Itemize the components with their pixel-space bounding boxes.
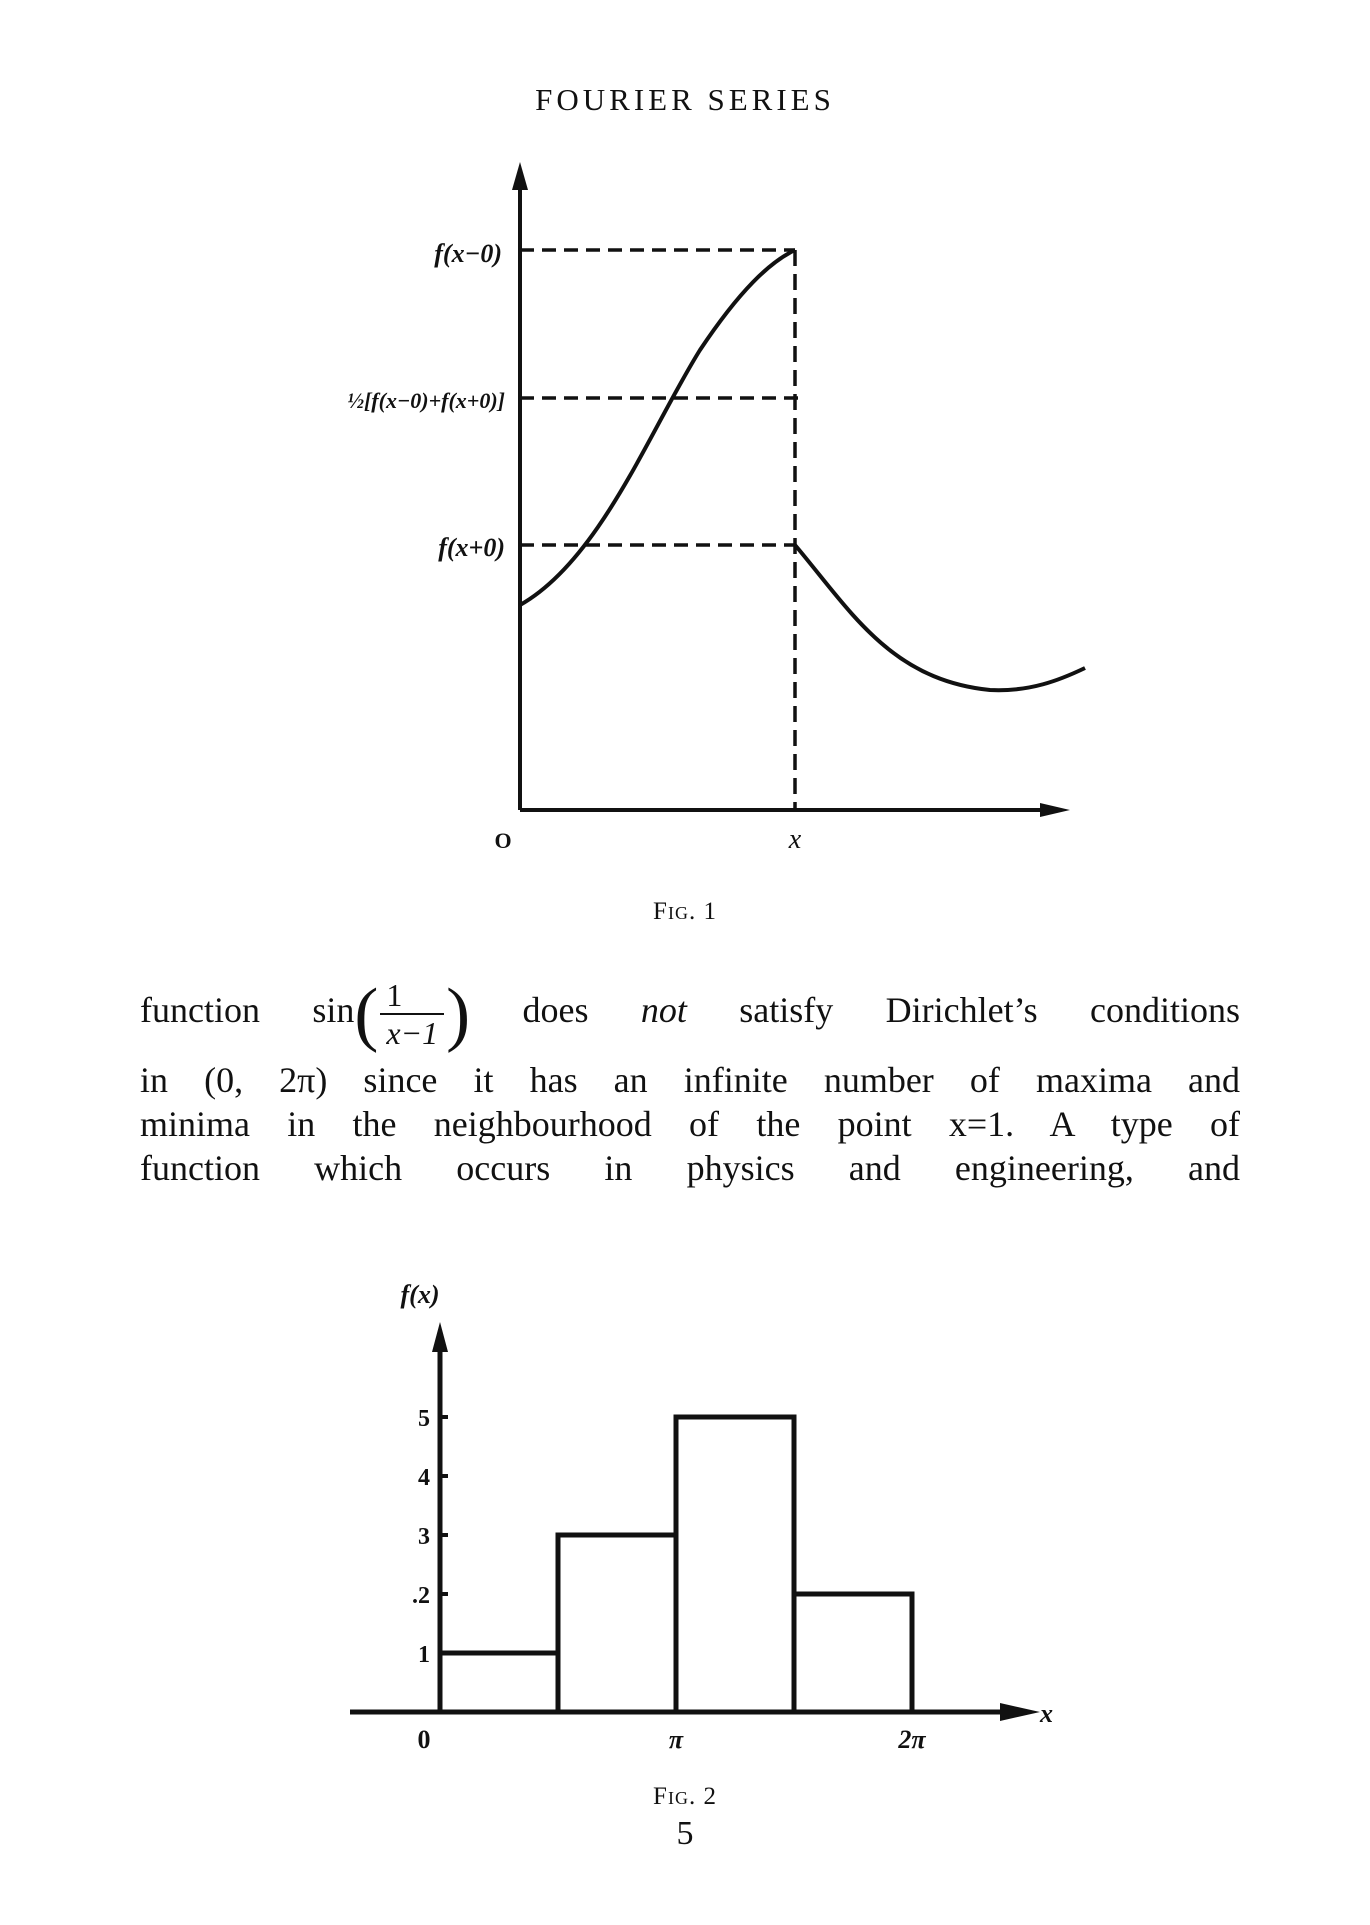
fig1-label-f-plus: f(x+0) <box>438 533 505 562</box>
fig2-y-label: f(x) <box>400 1280 440 1309</box>
fig2-bar-3 <box>676 1417 794 1712</box>
fig1-origin-label: O <box>494 828 512 853</box>
fraction-numerator: 1 <box>380 977 444 1015</box>
fig2-y-arrow <box>432 1322 448 1352</box>
para-line1-emphasis: not <box>640 990 687 1030</box>
fig2-x-end-label: x <box>1040 1699 1053 1728</box>
fig2-marks <box>412 1406 926 1754</box>
figure-2-caption: Fig. 2 <box>653 1783 717 1810</box>
fig1-curve-right <box>795 545 1085 690</box>
fraction <box>380 977 444 1051</box>
fig2-x-tick-label-3: 2π <box>898 1725 926 1754</box>
running-head: FOURIER SERIES <box>535 82 835 117</box>
fig2-bar-1 <box>440 1653 558 1712</box>
paragraph-line-3: minima in the neighbourhood of the point x=1. A type of <box>140 1104 1240 1144</box>
fig2-y-tick-label-1: 1 <box>418 1642 430 1668</box>
page-number: 5 <box>676 1815 694 1852</box>
fig1-y-arrow <box>512 162 528 190</box>
fig1-x-arrow <box>1040 803 1070 817</box>
para-line1-b: does <box>470 990 641 1030</box>
paragraph-line-4: function which occurs in physics and engineering, and <box>140 1148 1240 1188</box>
fig2-x-tick-label-2: π <box>668 1725 684 1754</box>
fig1-curve-left <box>520 250 795 605</box>
fig2-x-arrow <box>1000 1703 1040 1721</box>
fig1-label-f-avg: ½[f(x−0)+f(x+0)] <box>347 388 505 413</box>
para-line1-d: satisfy Dirichlet’s conditions <box>686 990 1240 1030</box>
figure-2-chart <box>0 1260 1370 1780</box>
fig2-bar-2 <box>558 1535 676 1712</box>
paren-open: ( <box>354 973 379 1054</box>
figure-1-caption: Fig. 1 <box>653 898 717 925</box>
para-line1-a: function sin <box>140 990 355 1030</box>
fig2-y-tick-label-4: 4 <box>418 1465 430 1491</box>
figure-1 <box>0 150 1370 870</box>
paren-close: ) <box>446 973 471 1054</box>
fraction-denominator: x−1 <box>386 1014 439 1051</box>
fig2-y-tick-label-3: 3 <box>418 1524 430 1550</box>
fig1-label-f-minus: f(x−0) <box>434 239 502 268</box>
fig2-bar-4 <box>794 1594 912 1712</box>
fig2-y-tick-label-2: .2 <box>412 1583 430 1609</box>
fig2-x-tick-label-1: 0 <box>417 1725 431 1754</box>
fig1-x-label: x <box>788 824 802 855</box>
fig2-y-tick-label-5: 5 <box>418 1406 430 1432</box>
paragraph-line-2: in (0, 2π) since it has an infinite number of maxima and <box>140 1060 1240 1100</box>
paragraph-line-1 <box>140 960 1240 1060</box>
